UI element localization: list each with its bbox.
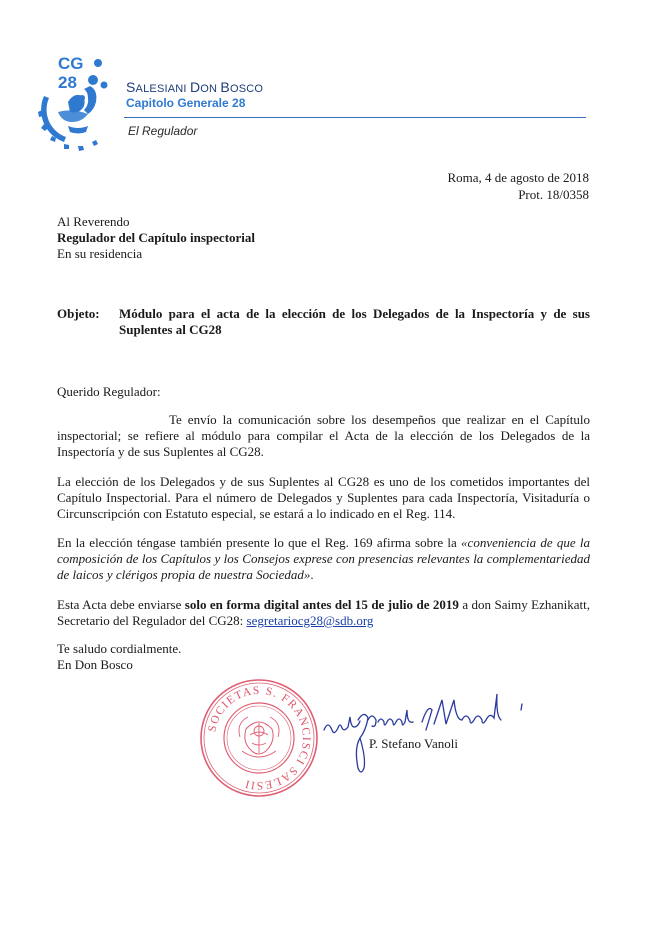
greeting: Querido Regulador:	[57, 384, 161, 399]
paragraph-4	[57, 597, 590, 629]
date-block	[447, 169, 589, 203]
chapter-title: Capitolo Generale 28	[126, 96, 246, 110]
org-rest-3: OSCO	[229, 83, 264, 95]
p3-quote: «conveniencia de que la composición de los Capítulos y los Consejos exprese con presencias relevantes la complementariedad de laicos y clérigos propia de nuestra Sociedad»	[57, 535, 590, 582]
sender-role: El Regulador	[128, 124, 198, 138]
org-initial-s: S	[126, 79, 136, 95]
place-date: Roma, 4 de agosto de 2018	[447, 170, 589, 185]
handwritten-signature	[322, 690, 572, 780]
closing	[57, 641, 590, 673]
secretary-email-link[interactable]: segretariocg28@sdb.org	[246, 613, 374, 628]
p4-text-mid: a don Saimy Ezhanikatt, Secretario del Regulador del CG28:	[57, 597, 590, 628]
recipient-salutation: Al Reverendo	[57, 214, 130, 229]
logo-cg-text: CG	[58, 54, 84, 73]
p3-end: .	[310, 567, 314, 582]
salesian-seal-stamp	[198, 677, 320, 799]
recipient-address	[57, 214, 255, 262]
recipient-title: Regulador del Capítulo inspectorial	[57, 230, 256, 245]
subject-label: Objeto:	[57, 306, 100, 321]
org-initial-d: D	[189, 79, 201, 95]
header-divider	[124, 117, 586, 118]
org-rest-1: ALESIANI	[135, 83, 190, 95]
paragraph-2: La elección de los Delegados y de sus Suplentes al CG28 es uno de los cometidos importantes del Capítulo Inspectorial. Para el número de Delegados y Suplentes para cada Inspectoría, Visitaduría o Circunscripción con Estatuto especial, se estará a lo indicado en el Reg. 114.	[57, 474, 590, 521]
subject-block	[57, 306, 590, 338]
recipient-location: En su residencia	[57, 246, 143, 261]
org-initial-b: B	[220, 79, 230, 95]
cg28-logo	[38, 52, 116, 152]
protocol-number: Prot. 18/0358	[518, 187, 589, 202]
seal-text: SOCIETAS S. FRANCISCI SALESII	[206, 684, 313, 792]
p4-deadline: solo en forma digital antes del 15 de julio de 2019	[184, 597, 459, 612]
organization-name	[126, 79, 263, 95]
p3-text: En la elección téngase también presente lo que el Reg. 169 afirma sobre la	[57, 535, 462, 550]
p4-text-start: Esta Acta debe enviarse	[57, 597, 185, 612]
closing-line-2: En Don Bosco	[57, 657, 133, 672]
signer-name: P. Stefano Vanoli	[369, 736, 458, 751]
logo-28-text: 28	[58, 73, 77, 92]
paragraph-1: Te envío la comunicación sobre los desempeños que realizar en el Capítulo inspectorial; se refiere al módulo para compilar el Acta de la elección de los Delegados de la Inspectoría y de sus Suplentes al CG28.	[57, 412, 590, 459]
subject-text: Módulo para el acta de la elección de los Delegados de la Inspectoría y de sus Suplentes al CG28	[119, 306, 590, 337]
paragraph-3	[57, 535, 590, 583]
closing-line-1: Te saludo cordialmente.	[57, 641, 182, 656]
org-rest-2: ON	[200, 83, 221, 95]
